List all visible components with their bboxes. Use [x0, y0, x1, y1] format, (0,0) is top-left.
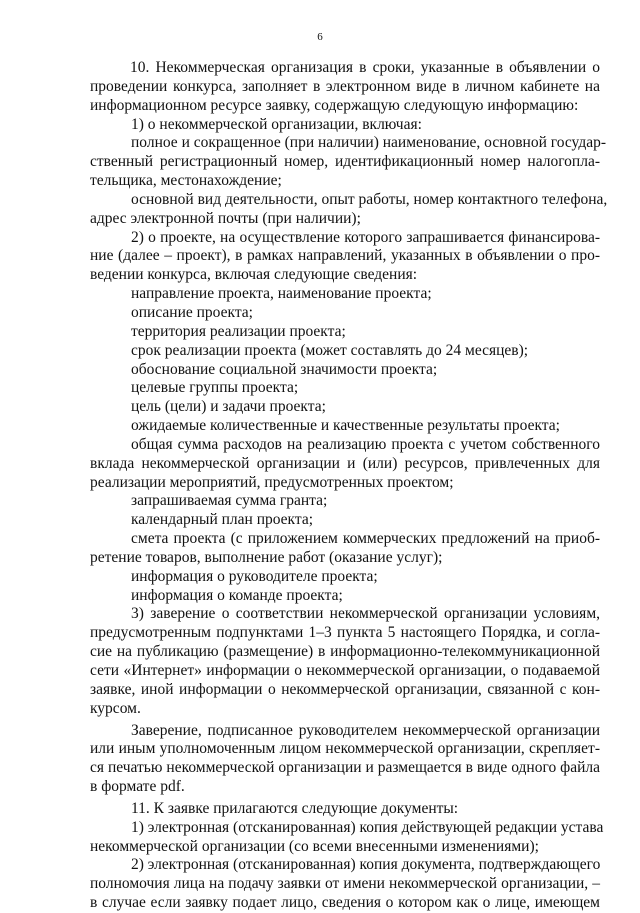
text-line: ся печатью некоммерческой организации и размещается в виде одного файла: [90, 759, 600, 777]
paragraph: [90, 229, 600, 286]
text-line: информация о команде проекта;: [131, 586, 343, 604]
text-line: общая сумма расходов на реализацию проекта с учетом собственного: [131, 435, 600, 453]
text-line: Заверение, подписанное руководителем некоммерческой организации: [131, 721, 600, 739]
text-line: информационном ресурсе заявку, содержащую следующую информацию:: [90, 96, 579, 114]
text-line: заявке, иной информации о некоммерческой организации, связанной с кон-: [90, 680, 600, 698]
paragraph: [90, 587, 600, 606]
text-line: вклада некоммерческой организации и (или) ресурсов, привлеченных для: [90, 454, 600, 472]
paragraph: [90, 59, 600, 116]
text-line: тельщика, местонахождение;: [90, 172, 282, 190]
paragraph: [90, 436, 600, 493]
text-line: 11. К заявке прилагаются следующие документы:: [131, 799, 459, 817]
paragraph: [90, 342, 600, 361]
paragraph: [90, 190, 608, 229]
paragraph: [90, 856, 600, 913]
text-line: полное и сокращенное (при наличии) наименование, основной государ-: [131, 134, 607, 152]
text-line: описание проекта;: [131, 303, 253, 321]
text-line: запрашиваемая сумма гранта;: [131, 492, 328, 510]
text-line: цель (цели) и задачи проекта;: [131, 398, 326, 416]
text-line: сети «Интернет» информации о некоммерческой организации, о подаваемой: [90, 662, 600, 679]
text-line: 10. Некоммерческая организация в сроки, указанные в объявлении о: [130, 59, 600, 76]
paragraph: [90, 379, 600, 398]
text-line: смета проекта (с приложением коммерческих предложений на приоб-: [131, 530, 600, 548]
text-line: курсом.: [90, 699, 141, 717]
document-body: [90, 59, 608, 913]
paragraph: [90, 134, 607, 191]
text-line: ретение товаров, выполнение работ (оказание услуг);: [90, 548, 443, 566]
page-number: 6: [317, 31, 323, 43]
text-line: календарный план проекта;: [131, 511, 314, 529]
text-line: ственный регистрационный номер, идентификационный номер налогопла-: [90, 153, 600, 171]
text-line: ведении конкурса, включая следующие сведения:: [90, 266, 418, 284]
text-line: основной вид деятельности, опыт работы, номер контактного телефона,: [131, 190, 608, 208]
paragraph: [90, 568, 600, 587]
text-line: полномочия лица на подачу заявки от имени некоммерческой организации, –: [90, 875, 600, 893]
paragraph: [90, 605, 600, 718]
paragraph: [90, 511, 600, 530]
text-line: в случае если заявку подает лицо, сведения о котором как о лице, имеющем: [90, 894, 600, 912]
text-line: 2) о проекте, на осуществление которого запрашивается финансирова-: [131, 228, 600, 246]
text-line: 1) о некоммерческой организации, включая:: [131, 115, 422, 133]
paragraph: [90, 722, 600, 797]
paragraph: [90, 323, 600, 342]
text-line: обоснование социальной значимости проекта;: [131, 360, 438, 378]
text-line: или иным уполномоченным лицом некоммерческой организации, скрепляет-: [90, 740, 600, 758]
paragraph: [90, 285, 600, 304]
text-line: адрес электронной почты (при наличии);: [90, 209, 361, 227]
text-line: 1) электронная (отсканированная) копия действующей редакции устава: [131, 818, 604, 836]
text-line: ние (далее – проект), в рамках направлений, указанных в объявлении о про-: [90, 247, 600, 265]
text-line: срок реализации проекта (может составлять до 24 месяцев);: [131, 341, 529, 359]
text-line: некоммерческой организации (со всеми внесенными изменениями);: [90, 837, 539, 855]
text-line: реализации мероприятий, предусмотренных проектом;: [90, 473, 454, 491]
paragraph: [90, 398, 600, 417]
paragraph: [90, 304, 600, 323]
paragraph: [90, 818, 604, 857]
text-line: ожидаемые количественные и качественные результаты проекта;: [131, 417, 560, 435]
paragraph: [90, 417, 600, 436]
text-line: в формате pdf.: [90, 778, 185, 796]
text-line: целевые группы проекта;: [131, 379, 299, 397]
text-line: 2) электронная (отсканированная) копия документа, подтверждающего: [131, 856, 601, 874]
paragraph: [90, 116, 600, 135]
paragraph: [90, 530, 600, 568]
text-line: сие на публикацию (размещение) в информационно-телекоммуникационной: [90, 643, 600, 661]
text-line: 3) заверение о соответствии некоммерческой организации условиям,: [131, 605, 600, 623]
paragraph: [90, 361, 600, 380]
paragraph: [90, 492, 600, 511]
text-line: предусмотренным подпунктами 1–3 пункта 5 настоящего Порядка, и согла-: [90, 624, 600, 642]
text-line: направление проекта, наименование проекта;: [131, 285, 432, 303]
text-line: информация о руководителе проекта;: [131, 567, 378, 585]
paragraph: [90, 800, 600, 819]
text-line: территория реализации проекта;: [131, 322, 346, 340]
text-line: проведении конкурса, заполняет в электронном виде в личном кабинете на: [90, 77, 600, 95]
